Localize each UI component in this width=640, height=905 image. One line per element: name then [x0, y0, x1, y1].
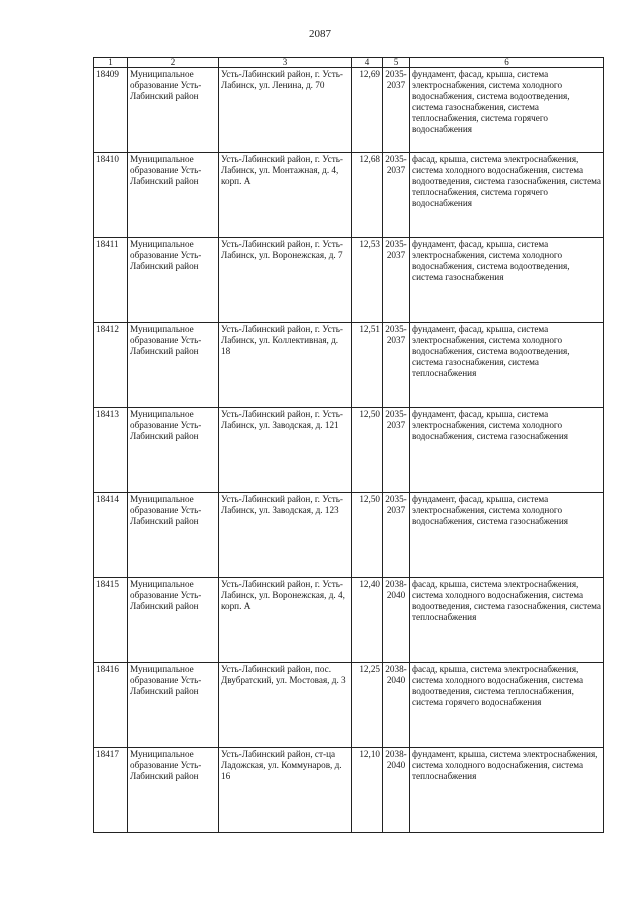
- area-cell: 12,53: [352, 238, 383, 323]
- owner-cell: Муниципальное образование Усть-Лабинский район: [128, 68, 219, 153]
- address-cell: Усть-Лабинский район, г. Усть-Лабинск, ул. Ленина, д. 70: [219, 68, 352, 153]
- column-header: 6: [410, 58, 604, 68]
- row-number: 18409: [94, 68, 128, 153]
- owner-cell: Муниципальное образование Усть-Лабинский район: [128, 323, 219, 408]
- row-number: 18414: [94, 493, 128, 578]
- owner-cell: Муниципальное образование Усть-Лабинский район: [128, 238, 219, 323]
- address-cell: Усть-Лабинский район, г. Усть-Лабинск, ул. Монтажная, д. 4, корп. А: [219, 153, 352, 238]
- owner-cell: Муниципальное образование Усть-Лабинский район: [128, 153, 219, 238]
- table-row: [94, 323, 604, 408]
- table-row: [94, 748, 604, 833]
- address-cell: Усть-Лабинский район, пос. Двубратский, ул. Мостовая, д. 3: [219, 663, 352, 748]
- period-cell: 2038-2040: [383, 663, 410, 748]
- address-cell: Усть-Лабинский район, г. Усть-Лабинск, ул. Воронежская, д. 4, корп. А: [219, 578, 352, 663]
- period-cell: 2038-2040: [383, 748, 410, 833]
- area-cell: 12,69: [352, 68, 383, 153]
- table-row: [94, 578, 604, 663]
- period-cell: 2035-2037: [383, 68, 410, 153]
- row-number: 18416: [94, 663, 128, 748]
- table-row: [94, 238, 604, 323]
- works-cell: фундамент, фасад, крыша, система электроснабжения, система холодного водоснабжения, система газоснабжения: [410, 408, 604, 493]
- row-number: 18411: [94, 238, 128, 323]
- column-header: 1: [94, 58, 128, 68]
- row-number: 18412: [94, 323, 128, 408]
- works-cell: фундамент, фасад, крыша, система электроснабжения, система холодного водоснабжения, система водоотведения, система газоснабжения, система теплоснабжения: [410, 323, 604, 408]
- table-row: [94, 493, 604, 578]
- works-cell: фасад, крыша, система электроснабжения, система холодного водоснабжения, система водоотведения, система газоснабжения, система теплоснабжения, система горячего водоснабжения: [410, 153, 604, 238]
- address-cell: Усть-Лабинский район, г. Усть-Лабинск, ул. Заводская, д. 123: [219, 493, 352, 578]
- period-cell: 2035-2037: [383, 238, 410, 323]
- area-cell: 12,40: [352, 578, 383, 663]
- table-row: [94, 68, 604, 153]
- area-cell: 12,51: [352, 323, 383, 408]
- page-number: 2087: [309, 28, 331, 40]
- column-header: 4: [352, 58, 383, 68]
- registry-table: [93, 57, 604, 833]
- works-cell: фасад, крыша, система электроснабжения, система холодного водоснабжения, система водоотведения, система теплоснабжения, система горячего водоснабжения: [410, 663, 604, 748]
- period-cell: 2035-2037: [383, 408, 410, 493]
- owner-cell: Муниципальное образование Усть-Лабинский район: [128, 578, 219, 663]
- address-cell: Усть-Лабинский район, г. Усть-Лабинск, ул. Заводская, д. 121: [219, 408, 352, 493]
- owner-cell: Муниципальное образование Усть-Лабинский район: [128, 493, 219, 578]
- address-cell: Усть-Лабинский район, г. Усть-Лабинск, ул. Коллективная, д. 18: [219, 323, 352, 408]
- works-cell: фундамент, фасад, крыша, система электроснабжения, система холодного водоснабжения, система газоснабжения: [410, 493, 604, 578]
- column-header: 5: [383, 58, 410, 68]
- works-cell: фундамент, крыша, система электроснабжения, система холодного водоснабжения, система теплоснабжения: [410, 748, 604, 833]
- area-cell: 12,50: [352, 408, 383, 493]
- address-cell: Усть-Лабинский район, ст-ца Ладожская, ул. Коммунаров, д. 16: [219, 748, 352, 833]
- works-cell: фундамент, фасад, крыша, система электроснабжения, система холодного водоснабжения, система водоотведения, система газоснабжения: [410, 238, 604, 323]
- works-cell: фундамент, фасад, крыша, система электроснабжения, система холодного водоснабжения, система водоотведения, система газоснабжения, система теплоснабжения, система горячего водоснабжения: [410, 68, 604, 153]
- area-cell: 12,10: [352, 748, 383, 833]
- owner-cell: Муниципальное образование Усть-Лабинский район: [128, 663, 219, 748]
- column-header: 3: [219, 58, 352, 68]
- row-number: 18413: [94, 408, 128, 493]
- area-cell: 12,68: [352, 153, 383, 238]
- column-header: 2: [128, 58, 219, 68]
- area-cell: 12,50: [352, 493, 383, 578]
- owner-cell: Муниципальное образование Усть-Лабинский район: [128, 408, 219, 493]
- row-number: 18417: [94, 748, 128, 833]
- table-row: [94, 408, 604, 493]
- address-cell: Усть-Лабинский район, г. Усть-Лабинск, ул. Воронежская, д. 7: [219, 238, 352, 323]
- owner-cell: Муниципальное образование Усть-Лабинский район: [128, 748, 219, 833]
- period-cell: 2035-2037: [383, 323, 410, 408]
- table-row: [94, 153, 604, 238]
- row-number: 18415: [94, 578, 128, 663]
- period-cell: 2035-2037: [383, 493, 410, 578]
- row-number: 18410: [94, 153, 128, 238]
- period-cell: 2035-2037: [383, 153, 410, 238]
- area-cell: 12,25: [352, 663, 383, 748]
- works-cell: фасад, крыша, система электроснабжения, система холодного водоснабжения, система водоотведения, система газоснабжения, система теплоснабжения: [410, 578, 604, 663]
- period-cell: 2038-2040: [383, 578, 410, 663]
- table-row: [94, 663, 604, 748]
- header-row: [94, 58, 604, 68]
